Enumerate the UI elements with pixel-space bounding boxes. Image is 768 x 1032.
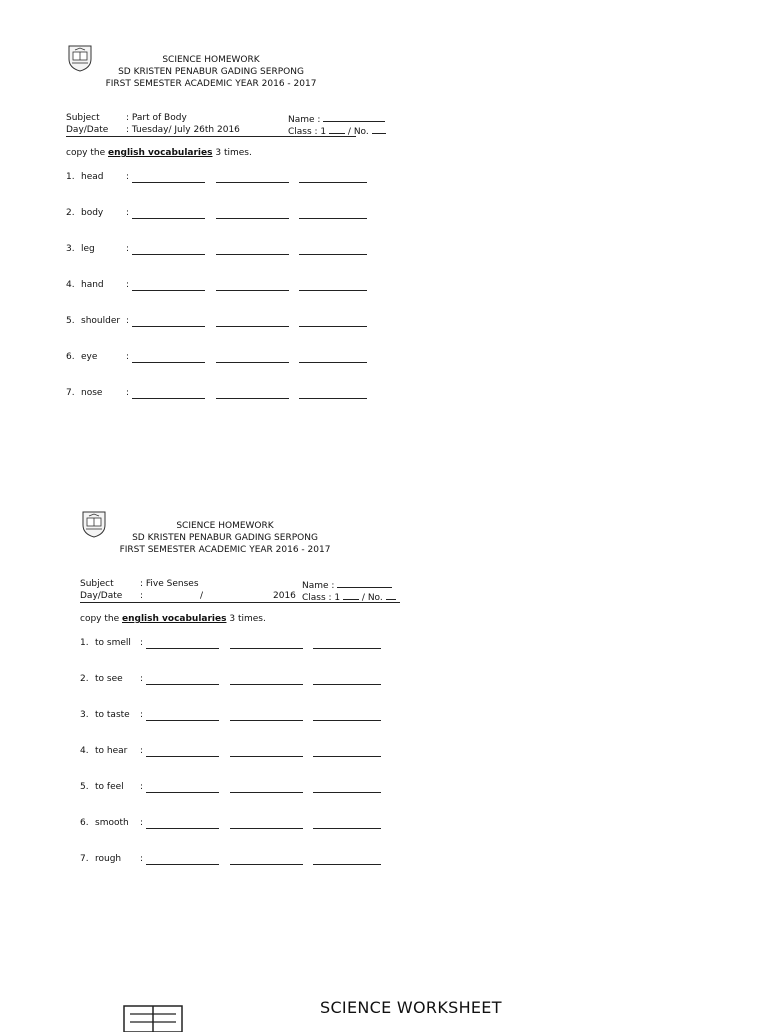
writing-blank-1[interactable] [146, 648, 219, 649]
header-school: SD KRISTEN PENABUR GADING SERPONG [118, 67, 304, 77]
header-title: SCIENCE HOMEWORK [176, 521, 274, 531]
item-colon: : [140, 854, 144, 864]
writing-blank-3[interactable] [299, 326, 367, 327]
writing-blank-2[interactable] [230, 756, 303, 757]
vocabulary-word: head [81, 172, 104, 182]
writing-blank-2[interactable] [216, 182, 289, 183]
name-label: Name : [302, 581, 335, 591]
vocabulary-word: hand [81, 280, 104, 290]
item-number: 5. [80, 782, 89, 792]
sheet-info [80, 578, 410, 603]
daydate-year: 2016 [273, 591, 296, 601]
vocabulary-word: to smell [95, 638, 131, 648]
writing-blank-3[interactable] [313, 684, 381, 685]
item-colon: : [140, 674, 144, 684]
header-semester: FIRST SEMESTER ACADEMIC YEAR 2016 - 2017 [105, 79, 317, 89]
writing-blank-1[interactable] [132, 290, 205, 291]
sheet-header [80, 520, 370, 556]
class-label: Class : 1 [302, 593, 341, 603]
writing-blank-2[interactable] [230, 828, 303, 829]
class-field[interactable] [302, 590, 396, 604]
item-number: 2. [66, 208, 75, 218]
writing-blank-2[interactable] [230, 720, 303, 721]
writing-blank-1[interactable] [132, 398, 205, 399]
instruction: copy the english vocabularies 3 times. [66, 148, 252, 158]
writing-blank-3[interactable] [313, 648, 381, 649]
item-number: 7. [66, 388, 75, 398]
writing-blank-1[interactable] [146, 684, 219, 685]
no-label: / No. [361, 593, 383, 603]
item-number: 4. [66, 280, 75, 290]
school-crest-icon [122, 1002, 184, 1032]
daydate-slash: / [200, 591, 204, 601]
writing-blank-1[interactable] [132, 326, 205, 327]
vocabulary-word: body [81, 208, 104, 218]
daydate-label: Day/Date [66, 125, 109, 135]
item-colon: : [126, 280, 130, 290]
worksheet-title: SCIENCE WORKSHEET [320, 998, 502, 1017]
writing-blank-2[interactable] [230, 648, 303, 649]
daydate-label: Day/Date [80, 591, 123, 601]
header-title: SCIENCE HOMEWORK [162, 55, 260, 65]
item-number: 3. [66, 244, 75, 254]
class-field[interactable] [288, 124, 386, 138]
sheet-info [66, 112, 396, 137]
writing-blank-1[interactable] [132, 182, 205, 183]
writing-blank-3[interactable] [299, 290, 367, 291]
item-number: 3. [80, 710, 89, 720]
item-number: 2. [80, 674, 89, 684]
no-label: / No. [347, 127, 369, 137]
writing-blank-1[interactable] [132, 362, 205, 363]
vocabulary-word: rough [95, 854, 122, 864]
writing-blank-2[interactable] [216, 398, 289, 399]
item-colon: : [140, 710, 144, 720]
instruction: copy the english vocabularies 3 times. [80, 614, 266, 624]
vocabulary-word: to hear [95, 746, 128, 756]
writing-blank-1[interactable] [146, 792, 219, 793]
item-number: 6. [80, 818, 89, 828]
vocabulary-word: to feel [95, 782, 124, 792]
writing-blank-3[interactable] [313, 756, 381, 757]
writing-blank-3[interactable] [299, 362, 367, 363]
writing-blank-1[interactable] [146, 828, 219, 829]
item-number: 7. [80, 854, 89, 864]
sheet-header [66, 54, 356, 90]
writing-blank-2[interactable] [216, 218, 289, 219]
item-colon: : [126, 388, 130, 398]
item-number: 1. [66, 172, 75, 182]
writing-blank-2[interactable] [216, 362, 289, 363]
subject-label: Subject [80, 579, 114, 589]
item-colon: : [126, 244, 130, 254]
daydate-value: : Tuesday/ July 26th 2016 [126, 125, 240, 135]
writing-blank-2[interactable] [230, 684, 303, 685]
writing-blank-2[interactable] [230, 864, 303, 865]
daydate-colon: : [140, 591, 144, 601]
writing-blank-3[interactable] [313, 864, 381, 865]
item-number: 5. [66, 316, 75, 326]
vocabulary-word: to taste [95, 710, 130, 720]
item-colon: : [126, 208, 130, 218]
item-number: 1. [80, 638, 89, 648]
writing-blank-1[interactable] [146, 756, 219, 757]
writing-blank-3[interactable] [313, 720, 381, 721]
writing-blank-2[interactable] [230, 792, 303, 793]
vocabulary-word: eye [81, 352, 98, 362]
writing-blank-1[interactable] [132, 254, 205, 255]
header-school: SD KRISTEN PENABUR GADING SERPONG [132, 533, 318, 543]
item-colon: : [126, 352, 130, 362]
vocabulary-word: shoulder [81, 316, 121, 326]
writing-blank-2[interactable] [216, 290, 289, 291]
item-colon: : [140, 746, 144, 756]
item-colon: : [126, 316, 130, 326]
writing-blank-3[interactable] [313, 792, 381, 793]
vocabulary-word: to see [95, 674, 123, 684]
header-semester: FIRST SEMESTER ACADEMIC YEAR 2016 - 2017 [119, 545, 331, 555]
class-label: Class : 1 [288, 127, 327, 137]
subject-value: : Five Senses [140, 579, 199, 589]
writing-blank-3[interactable] [299, 182, 367, 183]
item-colon: : [140, 782, 144, 792]
item-number: 4. [80, 746, 89, 756]
writing-blank-2[interactable] [216, 254, 289, 255]
item-colon: : [140, 818, 144, 828]
instruction-emphasis: english vocabularies [108, 148, 213, 158]
name-label: Name : [288, 115, 321, 125]
writing-blank-3[interactable] [313, 828, 381, 829]
writing-blank-1[interactable] [146, 720, 219, 721]
item-colon: : [140, 638, 144, 648]
subject-label: Subject [66, 113, 100, 123]
vocabulary-word: leg [81, 244, 95, 254]
vocabulary-word: smooth [95, 818, 129, 828]
vocabulary-word: nose [81, 388, 103, 398]
item-colon: : [126, 172, 130, 182]
writing-blank-1[interactable] [132, 218, 205, 219]
writing-blank-3[interactable] [299, 398, 367, 399]
writing-blank-3[interactable] [299, 254, 367, 255]
writing-blank-3[interactable] [299, 218, 367, 219]
item-number: 6. [66, 352, 75, 362]
instruction-emphasis: english vocabularies [122, 614, 227, 624]
writing-blank-1[interactable] [146, 864, 219, 865]
writing-blank-2[interactable] [216, 326, 289, 327]
subject-value: : Part of Body [126, 113, 187, 123]
